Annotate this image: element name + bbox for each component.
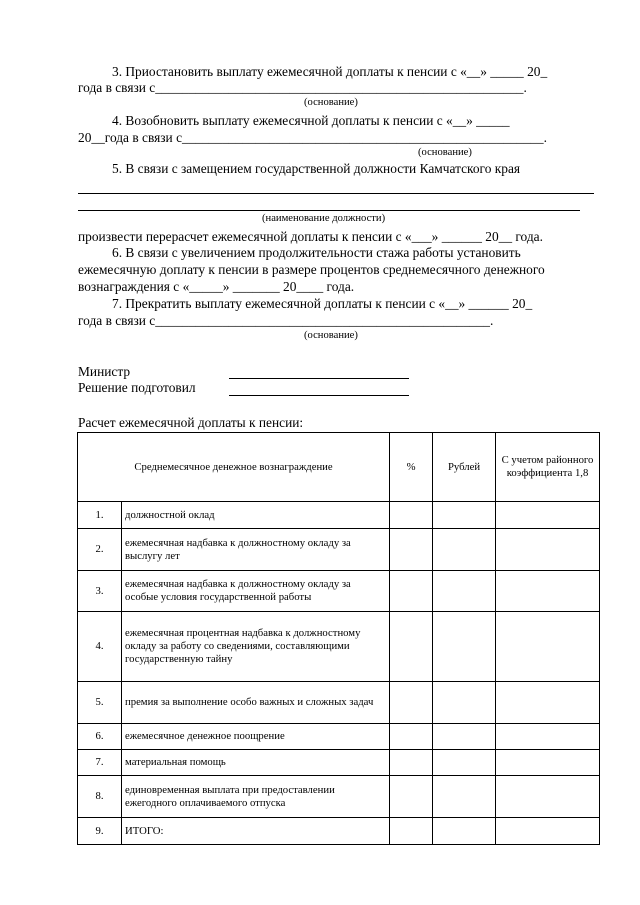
row-number: 3. <box>78 571 122 612</box>
cell-rubles[interactable] <box>433 682 496 724</box>
row-name: материальная помощь <box>122 750 390 776</box>
cell-percent[interactable] <box>390 571 433 612</box>
cell-rubles[interactable] <box>433 818 496 845</box>
row-name: должностной оклад <box>122 502 390 529</box>
cell-percent[interactable] <box>390 750 433 776</box>
item-7-line-1: 7. Прекратить выплату ежемесячной доплаты к пенсии с «__» ______ 20_ <box>112 296 533 311</box>
cell-coefficient[interactable] <box>496 750 600 776</box>
cell-rubles[interactable] <box>433 750 496 776</box>
row-number: 9. <box>78 818 122 845</box>
row-name: ежемесячное денежное поощрение <box>122 724 390 750</box>
cell-coefficient[interactable] <box>496 529 600 571</box>
header-percent: % <box>390 433 433 502</box>
pension-calculation-table <box>77 432 600 845</box>
cell-coefficient[interactable] <box>496 818 600 845</box>
row-name: ежемесячная надбавка к должностному окладу за особые условия государственной работы <box>122 571 390 612</box>
table-row <box>78 682 600 724</box>
item-6-line-2: ежемесячную доплату к пенсии в размере процентов среднемесячного денежного <box>78 262 545 277</box>
cell-coefficient[interactable] <box>496 612 600 682</box>
cell-coefficient[interactable] <box>496 502 600 529</box>
table-row <box>78 502 600 529</box>
minister-label: Министр <box>78 364 131 379</box>
cell-coefficient[interactable] <box>496 776 600 818</box>
item-7-line-2: года в связи с__________________________________________________. <box>78 313 494 328</box>
cell-percent[interactable] <box>390 682 433 724</box>
item-3-line-2: года в связи с_______________________________________________________. <box>78 80 527 95</box>
row-name: ежемесячная процентная надбавка к должностному окладу за работу со сведениями, составляющими государственную тайну <box>122 612 390 682</box>
prepared-by-signature-line <box>229 395 409 396</box>
table-header-row <box>78 433 600 502</box>
item-4-caption: (основание) <box>418 147 472 158</box>
table-row <box>78 612 600 682</box>
cell-percent[interactable] <box>390 818 433 845</box>
cell-coefficient[interactable] <box>496 571 600 612</box>
cell-percent[interactable] <box>390 529 433 571</box>
table-row <box>78 571 600 612</box>
cell-coefficient[interactable] <box>496 724 600 750</box>
cell-percent[interactable] <box>390 502 433 529</box>
header-remuneration: Среднемесячное денежное вознаграждение <box>78 433 390 502</box>
cell-coefficient[interactable] <box>496 682 600 724</box>
item-5-recalc-line: произвести перерасчет ежемесячной доплаты к пенсии с «___» ______ 20__ года. <box>78 229 543 244</box>
table-title: Расчет ежемесячной доплаты к пенсии: <box>78 415 304 430</box>
cell-percent[interactable] <box>390 776 433 818</box>
item-7-caption: (основание) <box>304 330 358 341</box>
table-total-row <box>78 818 600 845</box>
position-blank-line-1 <box>78 193 594 194</box>
item-3-caption: (основание) <box>304 97 358 108</box>
header-rubles: Рублей <box>433 433 496 502</box>
table-row <box>78 724 600 750</box>
row-number: 8. <box>78 776 122 818</box>
row-number: 1. <box>78 502 122 529</box>
row-name: премия за выполнение особо важных и сложных задач <box>122 682 390 724</box>
cell-rubles[interactable] <box>433 529 496 571</box>
row-name: единовременная выплата при предоставлении ежегодного оплачиваемого отпуска <box>122 776 390 818</box>
position-blank-line-2 <box>78 210 580 211</box>
row-name: ИТОГО: <box>122 818 390 845</box>
row-number: 4. <box>78 612 122 682</box>
cell-rubles[interactable] <box>433 724 496 750</box>
prepared-by-label: Решение подготовил <box>78 380 196 395</box>
cell-percent[interactable] <box>390 724 433 750</box>
table-row <box>78 750 600 776</box>
header-coefficient: С учетом районного коэффициента 1,8 <box>496 433 600 502</box>
row-name: ежемесячная надбавка к должностному окладу за выслугу лет <box>122 529 390 571</box>
row-number: 2. <box>78 529 122 571</box>
item-6-line-1: 6. В связи с увеличением продолжительности стажа работы установить <box>112 245 521 260</box>
table-row <box>78 776 600 818</box>
cell-rubles[interactable] <box>433 502 496 529</box>
item-5-caption: (наименование должности) <box>262 213 386 224</box>
cell-rubles[interactable] <box>433 571 496 612</box>
cell-rubles[interactable] <box>433 612 496 682</box>
item-4-line-1: 4. Возобновить выплату ежемесячной доплаты к пенсии с «__» _____ <box>112 113 510 128</box>
item-3-line-1: 3. Приостановить выплату ежемесячной доплаты к пенсии с «__» _____ 20_ <box>112 64 548 79</box>
item-4-line-2: 20__года в связи с______________________________________________________. <box>78 130 547 145</box>
cell-percent[interactable] <box>390 612 433 682</box>
item-5-line-1: 5. В связи с замещением государственной должности Камчатского края <box>112 161 521 176</box>
minister-signature-line <box>229 378 409 379</box>
cell-rubles[interactable] <box>433 776 496 818</box>
item-6-line-3: вознаграждения с «_____» _______ 20____ года. <box>78 279 355 294</box>
table-row <box>78 529 600 571</box>
row-number: 7. <box>78 750 122 776</box>
row-number: 6. <box>78 724 122 750</box>
row-number: 5. <box>78 682 122 724</box>
